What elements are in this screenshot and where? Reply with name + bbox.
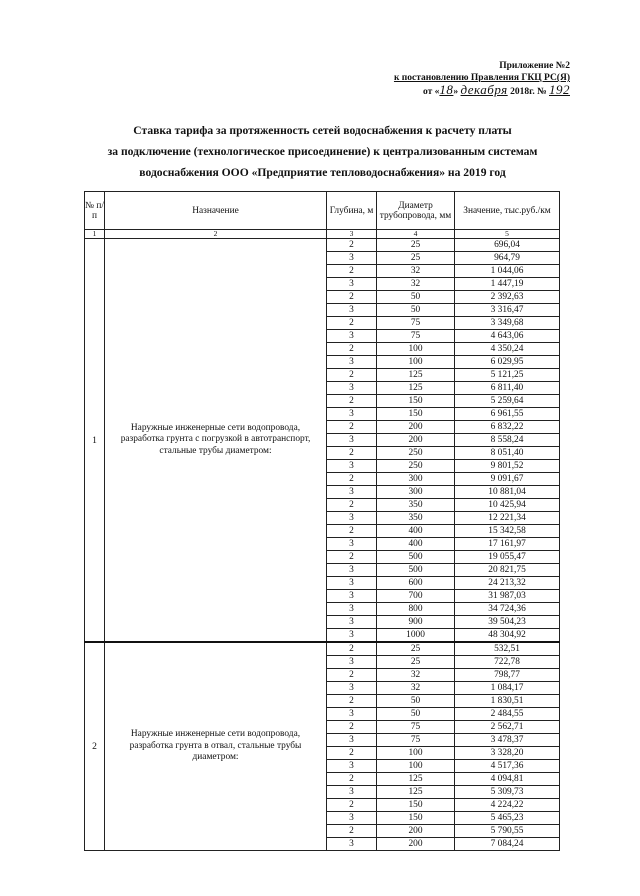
value-cell: 2 392,63 xyxy=(455,291,560,304)
value-cell: 10 881,04 xyxy=(455,486,560,499)
value-cell: 24 213,32 xyxy=(455,577,560,590)
depth-cell: 3 xyxy=(327,629,377,643)
appendix-date xyxy=(330,84,570,98)
tariff-table xyxy=(84,191,560,851)
depth-cell: 3 xyxy=(327,786,377,799)
diameter-cell: 400 xyxy=(377,538,455,551)
diameter-cell: 50 xyxy=(377,304,455,317)
value-cell: 8 051,40 xyxy=(455,447,560,460)
diameter-cell: 50 xyxy=(377,291,455,304)
value-cell: 5 465,23 xyxy=(455,812,560,825)
depth-cell: 3 xyxy=(327,382,377,395)
depth-cell: 2 xyxy=(327,695,377,708)
value-cell: 4 224,22 xyxy=(455,799,560,812)
value-cell: 4 517,36 xyxy=(455,760,560,773)
value-cell: 3 316,47 xyxy=(455,304,560,317)
depth-cell: 2 xyxy=(327,799,377,812)
diameter-cell: 125 xyxy=(377,382,455,395)
value-cell: 1 447,19 xyxy=(455,278,560,291)
group-index: 2 xyxy=(85,642,105,851)
diameter-cell: 200 xyxy=(377,825,455,838)
depth-cell: 2 xyxy=(327,525,377,538)
depth-cell: 3 xyxy=(327,838,377,851)
value-cell: 3 328,20 xyxy=(455,747,560,760)
diameter-cell: 50 xyxy=(377,708,455,721)
value-cell: 48 304,92 xyxy=(455,629,560,643)
depth-cell: 3 xyxy=(327,408,377,421)
depth-cell: 3 xyxy=(327,760,377,773)
value-cell: 19 055,47 xyxy=(455,551,560,564)
column-number: 3 xyxy=(327,230,377,239)
date-sep: » xyxy=(453,87,459,97)
value-cell: 3 349,68 xyxy=(455,317,560,330)
depth-cell: 3 xyxy=(327,616,377,629)
diameter-cell: 200 xyxy=(377,421,455,434)
depth-cell: 2 xyxy=(327,825,377,838)
value-cell: 4 643,06 xyxy=(455,330,560,343)
value-cell: 39 504,23 xyxy=(455,616,560,629)
date-number: 192 xyxy=(549,82,570,97)
diameter-cell: 75 xyxy=(377,734,455,747)
value-cell: 1 830,51 xyxy=(455,695,560,708)
depth-cell: 2 xyxy=(327,447,377,460)
diameter-cell: 150 xyxy=(377,408,455,421)
value-cell: 17 161,97 xyxy=(455,538,560,551)
diameter-cell: 200 xyxy=(377,434,455,447)
column-number: 5 xyxy=(455,230,560,239)
value-cell: 20 821,75 xyxy=(455,564,560,577)
diameter-cell: 32 xyxy=(377,265,455,278)
column-number: 2 xyxy=(105,230,327,239)
diameter-cell: 600 xyxy=(377,577,455,590)
diameter-cell: 1000 xyxy=(377,629,455,643)
diameter-cell: 75 xyxy=(377,721,455,734)
value-cell: 8 558,24 xyxy=(455,434,560,447)
depth-cell: 2 xyxy=(327,369,377,382)
value-cell: 5 259,64 xyxy=(455,395,560,408)
value-cell: 2 562,71 xyxy=(455,721,560,734)
value-cell: 532,51 xyxy=(455,642,560,656)
header-value: Значение, тыс.руб./км xyxy=(455,192,560,230)
value-cell: 3 478,37 xyxy=(455,734,560,747)
value-cell: 12 221,34 xyxy=(455,512,560,525)
title-line-2: за подключение (технологическое присоединение) к централизованным системам xyxy=(107,145,538,158)
depth-cell: 3 xyxy=(327,734,377,747)
depth-cell: 2 xyxy=(327,421,377,434)
value-cell: 10 425,94 xyxy=(455,499,560,512)
diameter-cell: 400 xyxy=(377,525,455,538)
appendix-block xyxy=(330,60,570,98)
diameter-cell: 100 xyxy=(377,343,455,356)
title-line-3: водоснабжения ООО «Предприятие тепловодоснабжения» на 2019 год xyxy=(139,166,506,179)
diameter-cell: 100 xyxy=(377,760,455,773)
value-cell: 6 961,55 xyxy=(455,408,560,421)
diameter-cell: 125 xyxy=(377,773,455,786)
date-month: декабря xyxy=(460,82,508,97)
value-cell: 6 029,95 xyxy=(455,356,560,369)
depth-cell: 3 xyxy=(327,682,377,695)
diameter-cell: 25 xyxy=(377,642,455,656)
depth-cell: 2 xyxy=(327,343,377,356)
depth-cell: 3 xyxy=(327,577,377,590)
value-cell: 9 091,67 xyxy=(455,473,560,486)
value-cell: 6 811,40 xyxy=(455,382,560,395)
diameter-cell: 75 xyxy=(377,317,455,330)
diameter-cell: 125 xyxy=(377,786,455,799)
depth-cell: 2 xyxy=(327,551,377,564)
depth-cell: 2 xyxy=(327,265,377,278)
diameter-cell: 25 xyxy=(377,239,455,252)
value-cell: 5 790,55 xyxy=(455,825,560,838)
diameter-cell: 250 xyxy=(377,460,455,473)
depth-cell: 3 xyxy=(327,304,377,317)
appendix-label: Приложение №2 xyxy=(499,61,570,71)
date-year: 2018г. № xyxy=(510,87,547,97)
depth-cell: 3 xyxy=(327,656,377,669)
column-number: 4 xyxy=(377,230,455,239)
depth-cell: 2 xyxy=(327,721,377,734)
value-cell: 15 342,58 xyxy=(455,525,560,538)
column-number-row xyxy=(85,230,560,239)
diameter-cell: 800 xyxy=(377,603,455,616)
depth-cell: 2 xyxy=(327,317,377,330)
depth-cell: 2 xyxy=(327,499,377,512)
depth-cell: 3 xyxy=(327,356,377,369)
depth-cell: 3 xyxy=(327,590,377,603)
page-title xyxy=(90,120,555,183)
value-cell: 696,04 xyxy=(455,239,560,252)
column-number: 1 xyxy=(85,230,105,239)
diameter-cell: 32 xyxy=(377,682,455,695)
depth-cell: 3 xyxy=(327,486,377,499)
header-depth: Глубина, м xyxy=(327,192,377,230)
depth-cell: 3 xyxy=(327,330,377,343)
diameter-cell: 700 xyxy=(377,590,455,603)
diameter-cell: 100 xyxy=(377,747,455,760)
diameter-cell: 25 xyxy=(377,252,455,265)
depth-cell: 2 xyxy=(327,473,377,486)
depth-cell: 2 xyxy=(327,642,377,656)
diameter-cell: 100 xyxy=(377,356,455,369)
group-name: Наружные инженерные сети водопровода, разработка грунта в отвал, стальные трубы диаметром: xyxy=(105,642,327,851)
value-cell: 2 484,55 xyxy=(455,708,560,721)
depth-cell: 3 xyxy=(327,708,377,721)
depth-cell: 2 xyxy=(327,239,377,252)
diameter-cell: 150 xyxy=(377,395,455,408)
value-cell: 5 121,25 xyxy=(455,369,560,382)
value-cell: 34 724,36 xyxy=(455,603,560,616)
title-line-1: Ставка тарифа за протяженность сетей водоснабжения к расчету платы xyxy=(133,124,512,137)
diameter-cell: 300 xyxy=(377,486,455,499)
value-cell: 5 309,73 xyxy=(455,786,560,799)
depth-cell: 3 xyxy=(327,812,377,825)
table-row xyxy=(85,642,560,656)
value-cell: 4 094,81 xyxy=(455,773,560,786)
depth-cell: 2 xyxy=(327,291,377,304)
depth-cell: 3 xyxy=(327,564,377,577)
diameter-cell: 125 xyxy=(377,369,455,382)
diameter-cell: 300 xyxy=(377,473,455,486)
diameter-cell: 75 xyxy=(377,330,455,343)
value-cell: 6 832,22 xyxy=(455,421,560,434)
header-row xyxy=(85,192,560,230)
depth-cell: 3 xyxy=(327,460,377,473)
depth-cell: 2 xyxy=(327,395,377,408)
diameter-cell: 350 xyxy=(377,512,455,525)
diameter-cell: 150 xyxy=(377,812,455,825)
header-diameter: Диаметр трубопровода, мм xyxy=(377,192,455,230)
table-body xyxy=(85,239,560,851)
group-index: 1 xyxy=(85,239,105,643)
value-cell: 31 987,03 xyxy=(455,590,560,603)
depth-cell: 3 xyxy=(327,603,377,616)
diameter-cell: 32 xyxy=(377,278,455,291)
diameter-cell: 200 xyxy=(377,838,455,851)
diameter-cell: 350 xyxy=(377,499,455,512)
depth-cell: 3 xyxy=(327,538,377,551)
depth-cell: 2 xyxy=(327,669,377,682)
depth-cell: 2 xyxy=(327,747,377,760)
group-name: Наружные инженерные сети водопровода, разработка грунта с погрузкой в автотранспорт, стальные трубы диаметром: xyxy=(105,239,327,643)
date-prefix: от « xyxy=(422,87,440,97)
appendix-resolution: к постановлению Правления ГКЦ РС(Я) xyxy=(393,73,570,83)
value-cell: 1 084,17 xyxy=(455,682,560,695)
value-cell: 9 801,52 xyxy=(455,460,560,473)
depth-cell: 3 xyxy=(327,512,377,525)
depth-cell: 3 xyxy=(327,434,377,447)
diameter-cell: 500 xyxy=(377,551,455,564)
diameter-cell: 500 xyxy=(377,564,455,577)
value-cell: 964,79 xyxy=(455,252,560,265)
date-day: 18 xyxy=(439,82,454,97)
diameter-cell: 250 xyxy=(377,447,455,460)
diameter-cell: 32 xyxy=(377,669,455,682)
value-cell: 722,78 xyxy=(455,656,560,669)
table-row xyxy=(85,239,560,252)
header-number: № п/п xyxy=(85,192,105,230)
diameter-cell: 25 xyxy=(377,656,455,669)
header-purpose: Назначение xyxy=(105,192,327,230)
depth-cell: 3 xyxy=(327,252,377,265)
diameter-cell: 900 xyxy=(377,616,455,629)
diameter-cell: 50 xyxy=(377,695,455,708)
value-cell: 1 044,06 xyxy=(455,265,560,278)
depth-cell: 3 xyxy=(327,278,377,291)
value-cell: 7 084,24 xyxy=(455,838,560,851)
value-cell: 798,77 xyxy=(455,669,560,682)
diameter-cell: 150 xyxy=(377,799,455,812)
value-cell: 4 350,24 xyxy=(455,343,560,356)
depth-cell: 2 xyxy=(327,773,377,786)
